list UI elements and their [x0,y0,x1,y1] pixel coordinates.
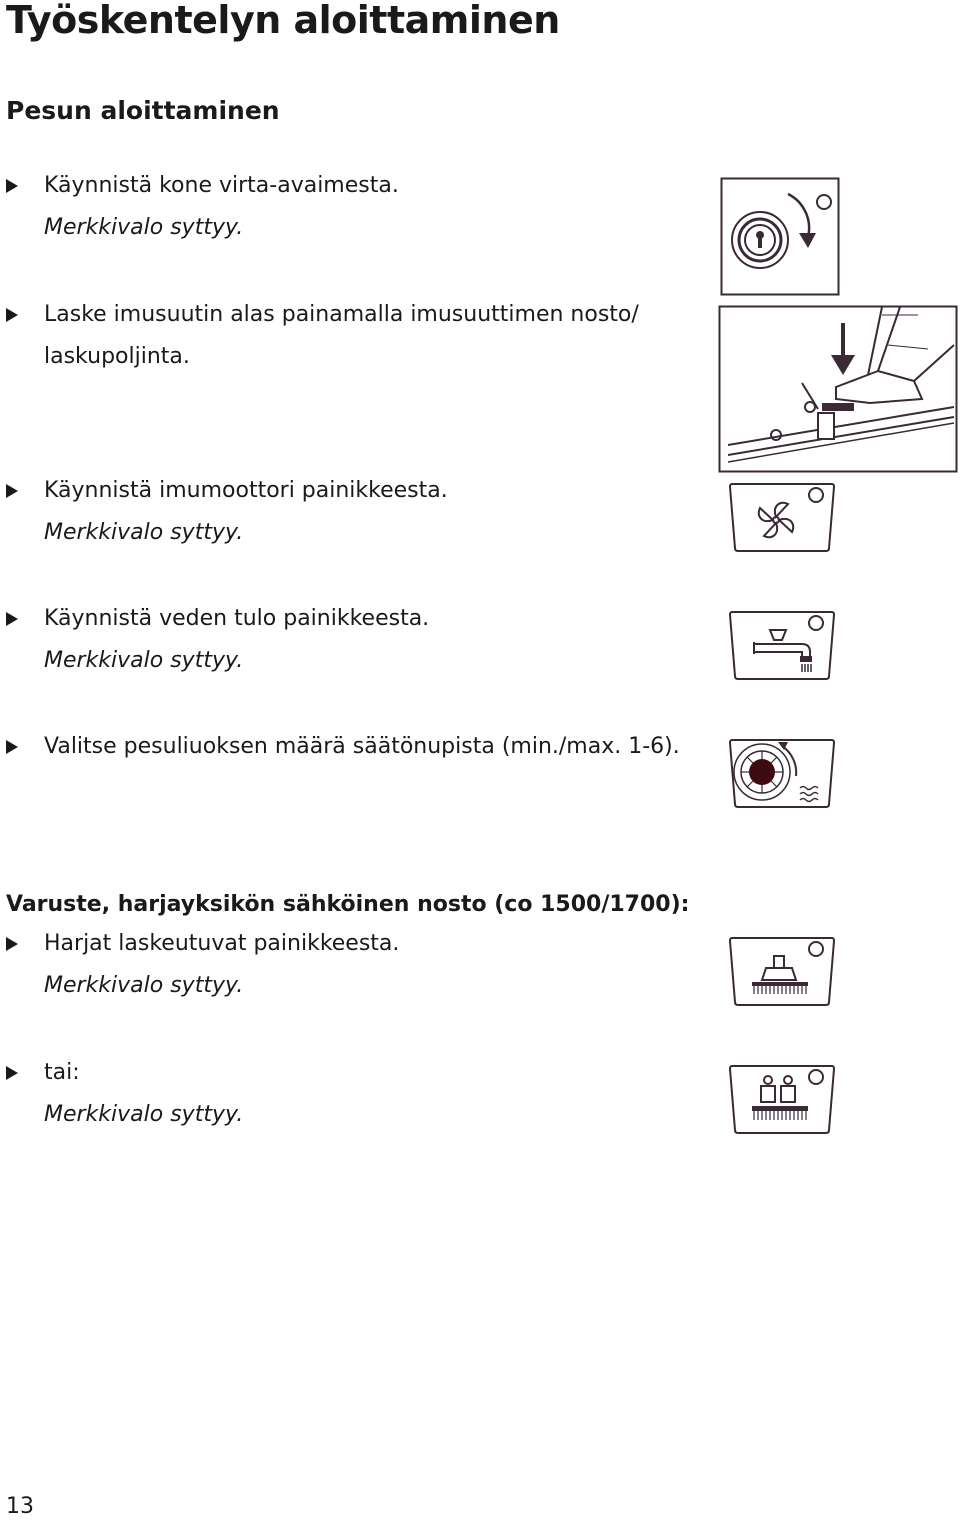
brush-lower-double-icon [726,1062,838,1138]
step-result: Merkkivalo syttyy. [44,1102,244,1127]
vacuum-motor-fan-icon [726,480,838,556]
step-brush-lower [6,923,696,1007]
bullet-arrow-icon [6,308,18,322]
step-squeegee [6,294,696,378]
step-ignition [6,165,696,249]
step-text: Käynnistä imumoottori painikkeesta. [44,478,448,503]
ignition-key-icon [720,177,842,297]
accessory-heading: Varuste, harjayksikön sähköinen nosto (co 1500/1700): [6,892,690,917]
step-text: Käynnistä kone virta-avaimesta. [44,173,399,198]
step-text: Harjat laskeutuvat painikkeesta. [44,931,400,956]
step-text: Käynnistä veden tulo painikkeesta. [44,606,430,631]
step-detergent [6,726,696,768]
step-result: Merkkivalo syttyy. [44,648,244,673]
water-tap-icon [726,608,838,684]
step-result: Merkkivalo syttyy. [44,973,244,998]
foot-pedal-icon [718,305,960,475]
step-text: Valitse pesuliuoksen määrä säätönupista (min./max. 1-6). [44,734,680,759]
page-number: 13 [6,1494,34,1519]
brush-lower-icon [726,934,838,1010]
detergent-dial-icon [726,736,838,812]
section-subtitle: Pesun aloittaminen [6,96,280,125]
bullet-arrow-icon [6,1066,18,1080]
bullet-arrow-icon [6,484,18,498]
step-text: tai: [44,1060,80,1085]
step-water [6,598,696,682]
page-title: Työskentelyn aloittaminen [6,0,560,42]
bullet-arrow-icon [6,179,18,193]
step-vacuum [6,470,696,554]
bullet-arrow-icon [6,937,18,951]
bullet-arrow-icon [6,612,18,626]
step-text: Laske imusuutin alas painamalla imusuuttimen nosto/ laskupoljinta. [44,302,639,369]
bullet-arrow-icon [6,740,18,754]
step-result: Merkkivalo syttyy. [44,520,244,545]
step-brush-alternative [6,1052,696,1136]
step-result: Merkkivalo syttyy. [44,215,244,240]
